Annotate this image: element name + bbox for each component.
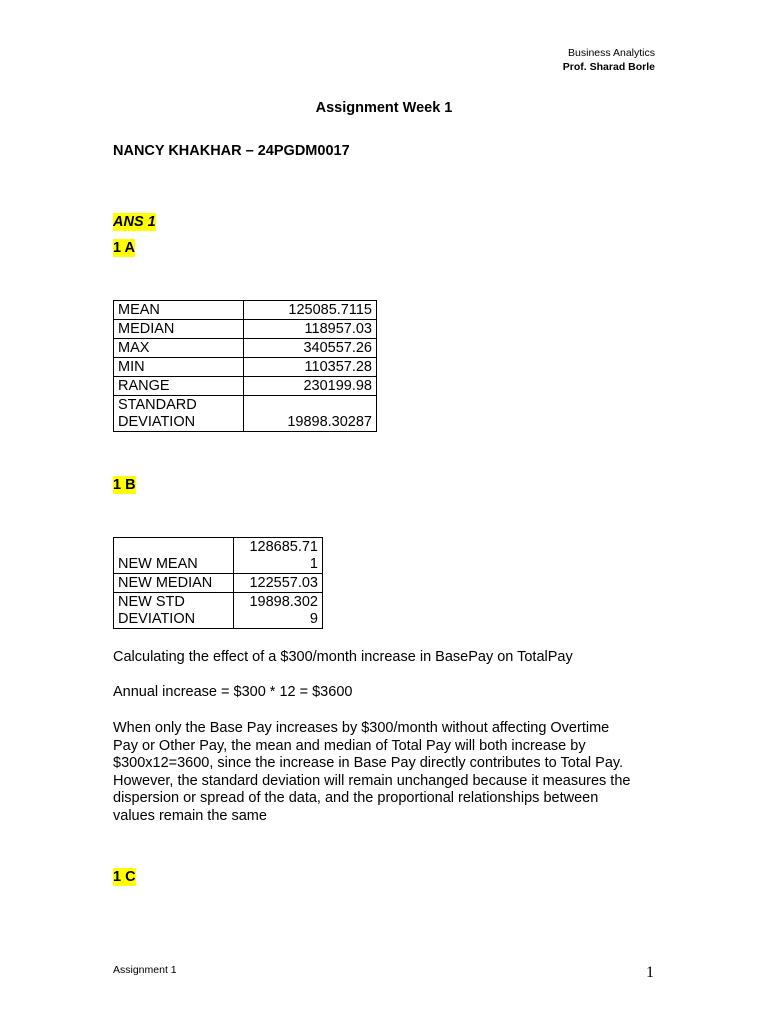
paragraph-line: Pay or Other Pay, the mean and median of Total Pay will both increase by: [113, 737, 586, 754]
stat-value: 118957.03: [244, 320, 377, 339]
stat-label: NEW MEDIAN: [114, 574, 234, 593]
footer-label: Assignment 1: [113, 964, 177, 976]
section-1a: [113, 239, 135, 257]
section-1b: [113, 476, 136, 494]
stat-value: 125085.7115: [244, 301, 377, 320]
stat-value-line1: 128685.71: [249, 539, 318, 555]
stat-label-line1: STANDARD: [118, 396, 197, 413]
stat-value: 340557.26: [244, 339, 377, 358]
stat-label: MAX: [114, 339, 244, 358]
stat-value-line2: 1: [309, 556, 318, 572]
stat-value-line2: 9: [309, 611, 318, 627]
new-stats-table: [113, 537, 323, 629]
table-row: [114, 320, 377, 339]
section-1c: [113, 868, 136, 886]
paragraph-explanation: [113, 720, 673, 825]
paragraph-line: $300x12=3600, since the increase in Base Pay directly contributes to Total Pay.: [113, 755, 624, 771]
table-row: [114, 358, 377, 377]
stat-label: MEAN: [114, 301, 244, 320]
paragraph-line: When only the Base Pay increases by $300/month without affecting Overtime: [113, 720, 610, 736]
paragraph-effect-intro: Calculating the effect of a $300/month increase in BasePay on TotalPay: [113, 649, 573, 665]
table-row: [114, 396, 377, 432]
paragraph-line: However, the standard deviation will remain unchanged because it measures the: [113, 772, 631, 789]
course-name: Business Analytics: [568, 47, 655, 59]
stat-label: NEW MEAN: [114, 538, 234, 574]
stat-label-line1: NEW STD: [118, 594, 185, 610]
stat-label: [114, 593, 234, 629]
paragraph-line: values remain the same: [113, 807, 267, 824]
section-1b-label: 1 B: [113, 477, 136, 493]
table-row: [114, 377, 377, 396]
stat-label: MIN: [114, 358, 244, 377]
stat-label: [114, 396, 244, 432]
section-ans1: [113, 213, 156, 231]
table-row: [114, 574, 323, 593]
section-1c-label: 1 C: [113, 869, 136, 885]
paragraph-annual-increase: Annual increase = $300 * 12 = $3600: [113, 684, 353, 700]
table-row: [114, 593, 323, 629]
stat-value: [234, 538, 323, 574]
table-row: [114, 301, 377, 320]
professor-name: Prof. Sharad Borle: [562, 61, 655, 73]
student-name: NANCY KHAKHAR – 24PGDM0017: [113, 143, 350, 159]
stat-label: MEDIAN: [114, 320, 244, 339]
footer-divider: [113, 958, 655, 959]
stat-label-line2: DEVIATION: [118, 611, 196, 627]
page-header: [563, 46, 655, 74]
stat-value: 122557.03: [234, 574, 323, 593]
table-row: [114, 339, 377, 358]
page-title: Assignment Week 1: [315, 100, 453, 116]
section-ans1-label: ANS 1: [113, 214, 156, 230]
summary-stats-table: [113, 300, 377, 432]
section-1a-label: 1 A: [113, 240, 136, 256]
stat-value: 110357.28: [244, 358, 377, 377]
stat-value: 230199.98: [244, 377, 377, 396]
stat-label-line2: DEVIATION: [118, 413, 196, 430]
table-row: [114, 538, 323, 574]
stat-value-line1: 19898.302: [249, 594, 318, 610]
stat-value: [234, 593, 323, 629]
stat-label: RANGE: [114, 377, 244, 396]
page-number: 1: [646, 964, 654, 981]
paragraph-line: dispersion or spread of the data, and the proportional relationships between: [113, 790, 599, 806]
stat-value: 19898.30287: [244, 396, 377, 432]
